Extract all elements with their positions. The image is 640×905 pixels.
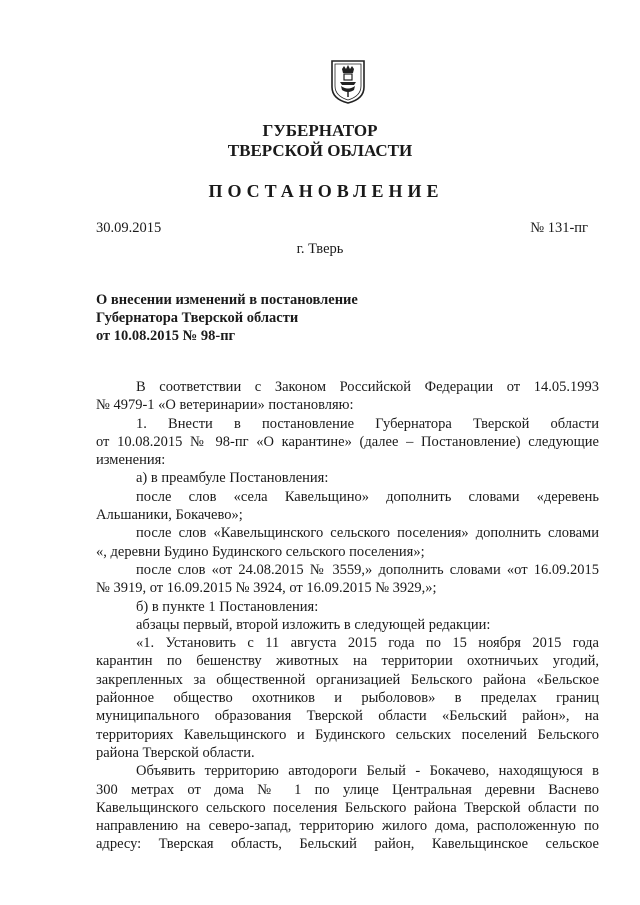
document-number: № 131-пг <box>530 220 588 236</box>
body-line: адресу: Тверская область, Бельский район, Кавельщинское сельское <box>96 836 599 853</box>
subject-line: от 10.08.2015 № 98-пг <box>96 328 236 344</box>
body-line: Объявить территорию автодороги Белый - Бокачево, находящуюся в <box>136 763 599 780</box>
subject-line: О внесении изменений в постановление <box>96 292 358 308</box>
body-line: после слов «от 24.08.2015 № 3559,» дополнить словами «от 16.09.2015 <box>136 561 599 578</box>
body-line: района Тверской области. <box>96 744 255 761</box>
body-line: а) в преамбуле Постановления: <box>136 470 329 487</box>
document-date: 30.09.2015 <box>96 220 162 236</box>
body-line: б) в пункте 1 Постановления: <box>136 598 319 615</box>
body-line: Альшаники, Бокачево»; <box>96 507 243 524</box>
tver-coat-of-arms-icon <box>329 57 367 105</box>
body-line: Кавельщинского сельского поселения Бельского района Тверской области по <box>96 799 599 816</box>
body-line: № 4979-1 «О ветеринарии» постановляю: <box>96 397 354 414</box>
body-line: 300 метрах от дома № 1 по улице Центральная деревни Васнево <box>96 781 599 798</box>
issuer-title: ГУБЕРНАТОР <box>262 121 378 140</box>
document-subject <box>96 291 496 345</box>
body-line: «, деревни Будино Будинского сельского поселения»; <box>96 543 425 560</box>
body-line: направлению на северо-запад, территорию жилого дома, расположенную по <box>96 818 599 835</box>
body-line: «1. Установить с 11 августа 2015 года по 15 ноября 2015 года <box>136 635 599 652</box>
body-line: № 3919, от 16.09.2015 № 3924, от 16.09.2015 № 3929,»; <box>96 580 437 597</box>
body-line: районное общество охотников и рыболовов» в пределах границ <box>96 690 599 707</box>
subject-line: Губернатора Тверской области <box>96 310 299 326</box>
body-line: 1. Внести в постановление Губернатора Тверской области <box>136 415 599 432</box>
body-line: закрепленных за общественной организацией Бельского района «Бельское <box>96 671 599 688</box>
body-line: абзацы первый, второй изложить в следующей редакции: <box>136 616 491 633</box>
document-type: ПОСТАНОВЛЕНИЕ <box>208 181 444 201</box>
document-body <box>96 378 599 854</box>
body-line: после слов «села Кавельщино» дополнить словами «деревень <box>136 488 599 505</box>
body-line: В соответствии с Законом Российской Федерации от 14.05.1993 <box>136 379 599 395</box>
body-line: после слов «Кавельщинского сельского поселения» дополнить словами <box>136 525 599 542</box>
body-line: изменения: <box>96 452 166 469</box>
body-line: от 10.08.2015 № 98-пг «О карантине» (далее – Постановление) следующие <box>96 433 599 450</box>
body-line: муниципального образования Тверской области «Бельский район», на <box>96 708 599 725</box>
body-line: карантин по бешенству животных на территории охотничьих угодий, <box>96 653 599 670</box>
issuer-region: ТВЕРСКОЙ ОБЛАСТИ <box>227 141 413 160</box>
body-line: территориях Кавельщинского и Будинского сельских поселений Бельского <box>96 726 599 743</box>
document-city: г. Тверь <box>296 241 344 257</box>
